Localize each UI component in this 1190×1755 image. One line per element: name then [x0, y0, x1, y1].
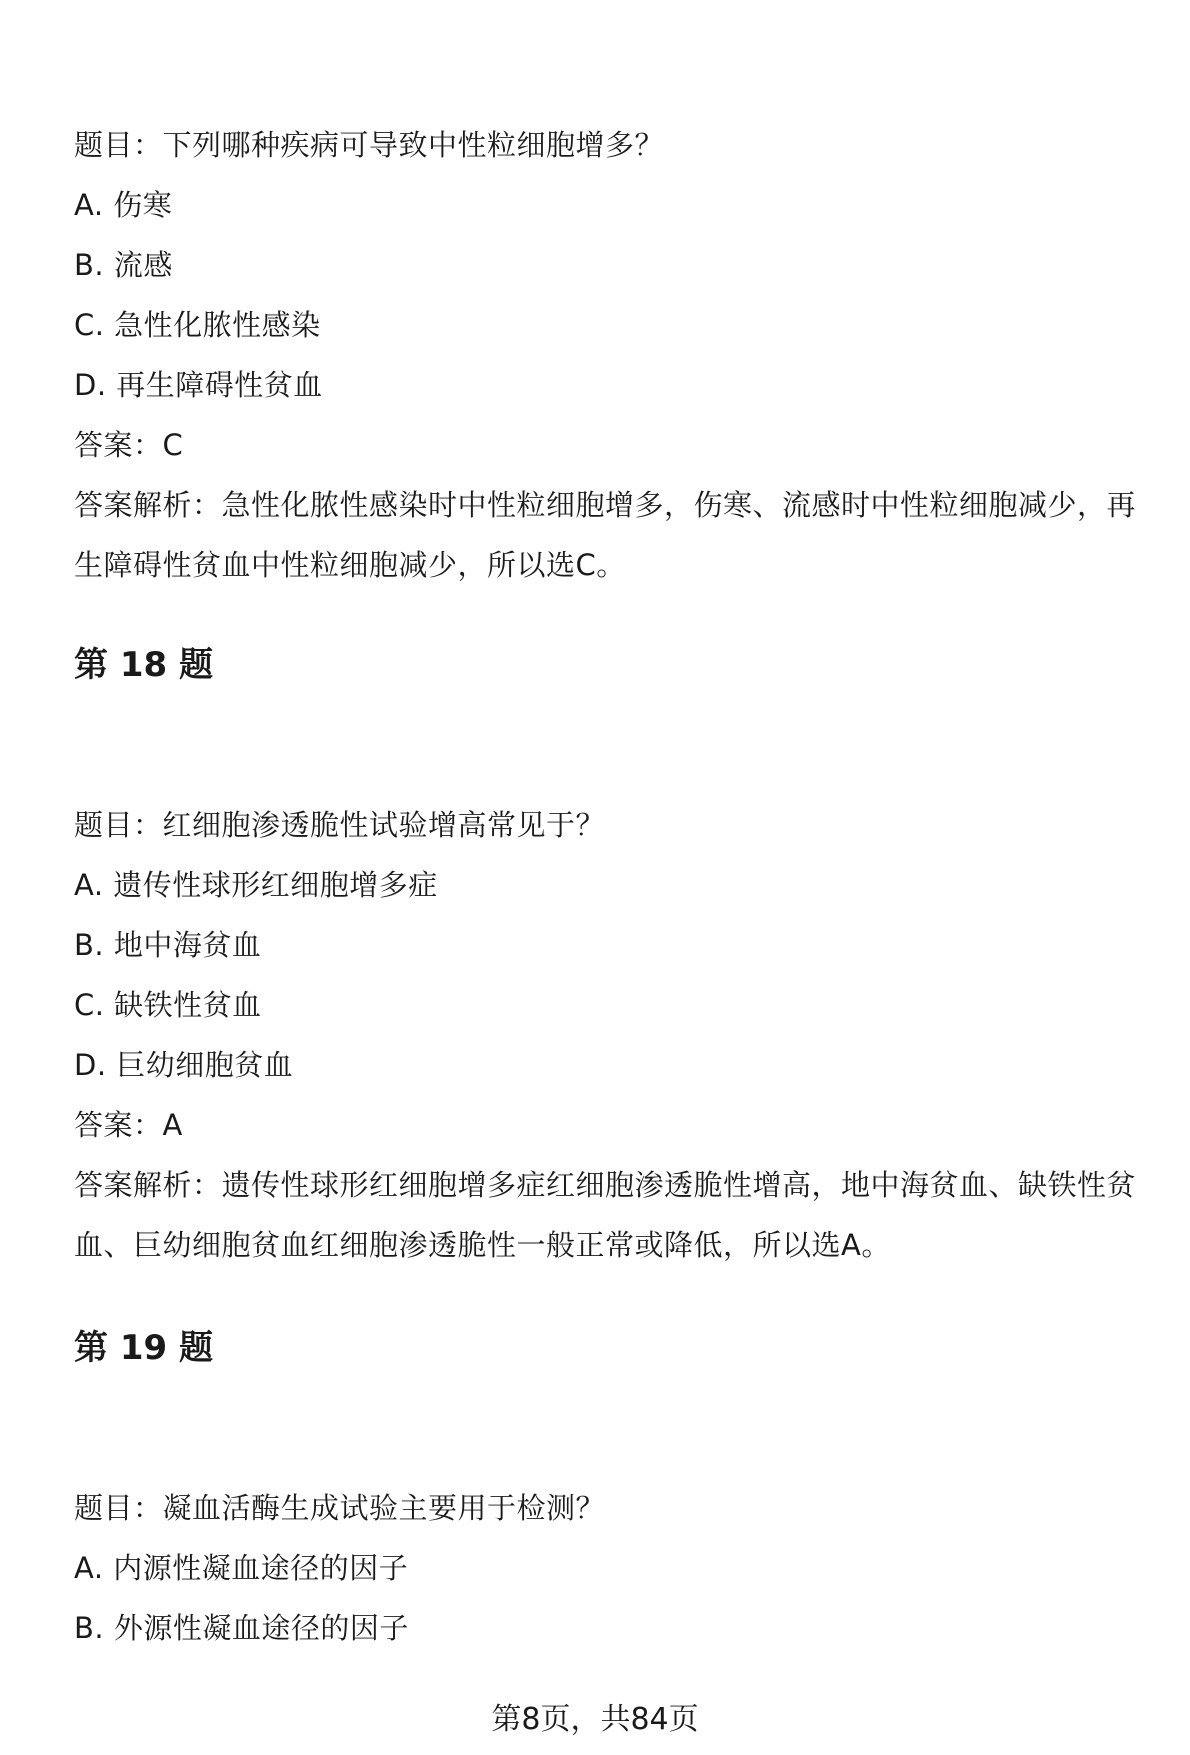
q18-answer: 答案：A — [74, 1108, 183, 1142]
question-18-heading: 第 18 题 — [74, 645, 213, 685]
page-number: 第8页，共84页 — [491, 1702, 699, 1737]
q18-analysis-line-1: 答案解析：遗传性球形红细胞增多症红细胞渗透脆性增高，地中海贫血、缺铁性贫 — [74, 1168, 1137, 1202]
q18-option-c: C. 缺铁性贫血 — [74, 988, 262, 1022]
question-18-text: 题目：红细胞渗透脆性试验增高常见于？ — [74, 808, 606, 842]
q17-analysis-line-2: 生障碍性贫血中性粒细胞减少，所以选C。 — [74, 548, 626, 582]
q17-option-c: C. 急性化脓性感染 — [74, 308, 321, 342]
q19-option-a: A. 内源性凝血途径的因子 — [74, 1551, 409, 1585]
q17-option-b: B. 流感 — [74, 248, 173, 282]
q17-answer: 答案：C — [74, 428, 184, 462]
question-17-text: 题目：下列哪种疾病可导致中性粒细胞增多？ — [74, 128, 665, 162]
q18-option-b: B. 地中海贫血 — [74, 928, 262, 962]
q18-option-d: D. 巨幼细胞贫血 — [74, 1048, 294, 1082]
q19-option-b: B. 外源性凝血途径的因子 — [74, 1611, 409, 1645]
q18-analysis-line-2: 血、巨幼细胞贫血红细胞渗透脆性一般正常或降低，所以选A。 — [74, 1228, 891, 1262]
question-19-heading: 第 19 题 — [74, 1328, 213, 1368]
q17-option-d: D. 再生障碍性贫血 — [74, 368, 323, 402]
q18-option-a: A. 遗传性球形红细胞增多症 — [74, 868, 438, 902]
q17-option-a: A. 伤寒 — [74, 188, 173, 222]
q17-analysis-line-1: 答案解析：急性化脓性感染时中性粒细胞增多，伤寒、流感时中性粒细胞减少，再 — [74, 488, 1137, 522]
question-19-text: 题目：凝血活酶生成试验主要用于检测？ — [74, 1491, 606, 1525]
